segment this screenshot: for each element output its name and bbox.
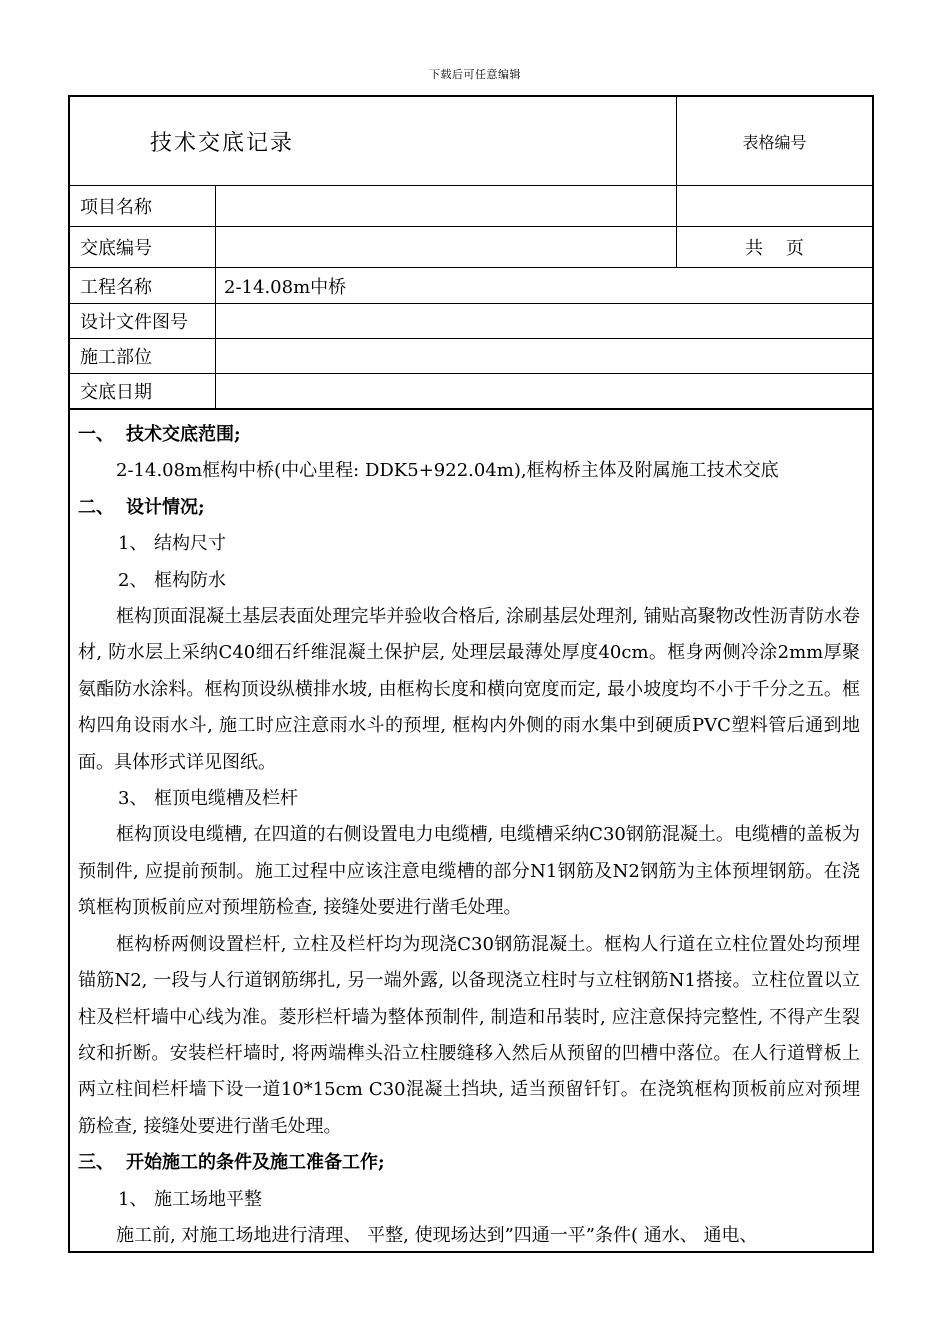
disclosure-number-row <box>70 227 872 268</box>
disclosure-date-value <box>215 374 872 408</box>
paragraph-railing: 框构桥两侧设置栏杆, 立柱及栏杆均为现浇C30钢筋混凝土。框构人行道在立柱位置处均预埋锚筋N2, 一段与人行道钢筋绑扎, 另一端外露, 以备现浇立柱时与立柱钢筋N1搭接。立柱位置以立柱及栏杆墙中心线为准。菱形栏杆墙为整体预制件, 制造和吊装时, 应注意保持完整性, 不得产生裂纹和折断。安装栏杆墙时, 将两端榫头沿立柱腰缝移入然后从预留的凹槽中落位。在人行道臂板上两立柱间栏杆墙下设一道10*15cm C30混凝土挡块, 适当预留钎钉。在浇筑框构顶板前应对预埋筋检查, 接缝处要进行凿毛处理。 <box>78 933 860 1137</box>
disclosure-date-label: 交底日期 <box>80 382 152 403</box>
work-name-label: 工程名称 <box>80 276 152 298</box>
project-name-label: 项目名称 <box>80 197 152 218</box>
disclosure-form <box>68 95 874 1253</box>
project-name-value <box>215 186 676 226</box>
paragraph-scope: 2-14.08m框构中桥(中心里程: DDK5+922.04m),框构桥主体及附属施工技术交底 <box>116 460 779 482</box>
work-name-row <box>70 268 872 304</box>
subsection-2-3: 3、 框顶电缆槽及栏杆 <box>118 788 298 810</box>
form-title: 技术交底记录 <box>150 130 295 156</box>
work-name-value: 2-14.08m中桥 <box>215 268 872 303</box>
disclosure-date-row <box>70 374 872 410</box>
construction-part-value <box>215 339 872 373</box>
design-doc-row <box>70 304 872 339</box>
disclosure-number-value <box>215 227 676 267</box>
disclosure-number-label: 交底编号 <box>80 238 152 259</box>
watermark: 下载后可任意编辑 <box>429 68 521 81</box>
section-heading-1: 一、 技术交底范围; <box>78 424 241 445</box>
section-heading-2: 二、 设计情况; <box>78 496 205 518</box>
section-heading-3: 三、 开始施工的条件及施工准备工作; <box>78 1152 385 1174</box>
header-row <box>70 97 872 186</box>
disclosure-content <box>78 417 860 1253</box>
paragraph-site-leveling: 施工前, 对施工场地进行清理、 平整, 使现场达到”四通一平”条件( 通水、 通电、 <box>116 1224 758 1246</box>
project-name-row <box>70 186 872 227</box>
page-count: 共 页 <box>676 227 872 267</box>
construction-part-label: 施工部位 <box>80 347 152 368</box>
project-name-extra <box>676 186 872 226</box>
design-doc-value <box>215 304 872 338</box>
construction-part-row <box>70 339 872 374</box>
subsection-3-1: 1、 施工场地平整 <box>118 1188 262 1210</box>
design-doc-label: 设计文件图号 <box>80 312 188 333</box>
paragraph-waterproofing: 框构顶面混凝土基层表面处理完毕并验收合格后, 涂刷基层处理剂, 铺贴高聚物改性沥青防水卷材, 防水层上采纳C40细石纤维混凝土保护层, 处理层最薄处厚度40cm。框身两侧冷涂2mm厚聚氨酯防水涂料。框构顶设纵横排水坡, 由框构长度和横向宽度而定, 最小坡度均不小于千分之五。框构四角设雨水斗, 施工时应注意雨水斗的预埋, 框构内外侧的雨水集中到硬质PVC塑料管后通到地面。具体形式详见图纸。 <box>78 606 860 773</box>
subsection-2-1: 1、 结构尺寸 <box>118 533 226 555</box>
form-number-label: 表格编号 <box>676 97 872 185</box>
paragraph-cable-trough: 框构顶设电缆槽, 在四道的右侧设置电力电缆槽, 电缆槽采纳C30钢筋混凝土。电缆槽的盖板为预制件, 应提前预制。施工过程中应该注意电缆槽的部分N1钢筋及N2钢筋为主体预埋钢筋。在浇筑框构顶板前应对预埋筋检查, 接缝处要进行凿毛处理。 <box>78 824 860 919</box>
subsection-2-2: 2、 框构防水 <box>118 569 226 591</box>
